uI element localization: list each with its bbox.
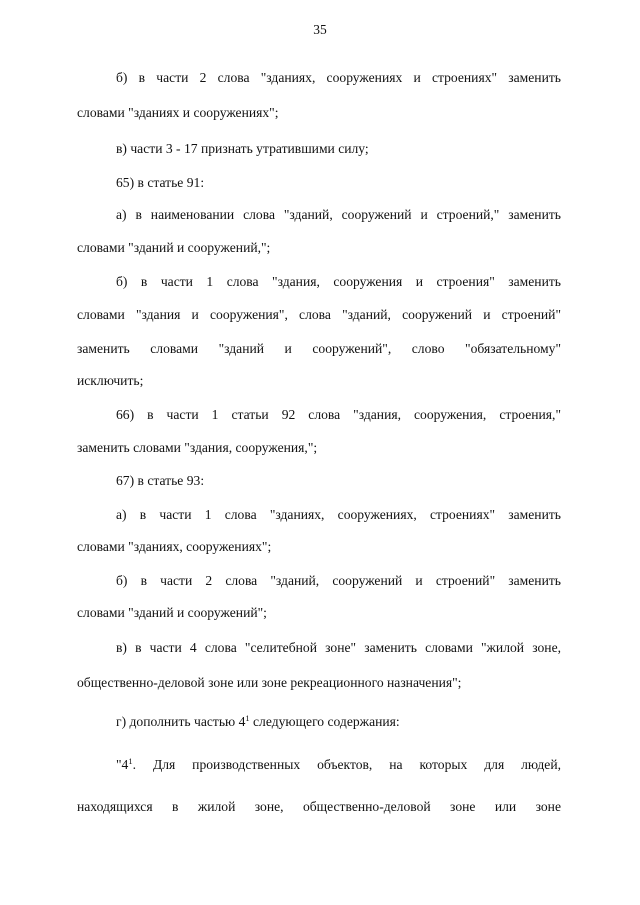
paragraph-line: общественно-деловой зоне или зоне рекреационного назначения"; (77, 675, 462, 690)
line-text: г) дополнить частью 4 (116, 714, 246, 729)
paragraph-line: 67) в статье 93: (116, 473, 205, 488)
paragraph-line: исключить; (77, 373, 144, 388)
paragraph-line: б) в части 2 слова "зданий, сооружений и строений" заменить (116, 573, 561, 588)
paragraph-line: словами "зданиях и сооружениях"; (77, 105, 279, 120)
paragraph-line: в) части 3 - 17 признать утратившими силу; (116, 141, 369, 156)
paragraph-line: словами "зданий и сооружений"; (77, 605, 267, 620)
paragraph-line: б) в части 1 слова "здания, сооружения и строения" заменить (116, 274, 561, 289)
paragraph-line: заменить словами "здания, сооружения,"; (77, 440, 318, 455)
paragraph-line: словами "здания и сооружения", слова "зданий, сооружений и строений" (77, 307, 561, 322)
paragraph-line: находящихся в жилой зоне, общественно-деловой зоне или зоне (77, 799, 561, 814)
paragraph-line: а) в наименовании слова "зданий, сооружений и строений," заменить (116, 207, 561, 222)
paragraph-line: заменить словами "зданий и сооружений", слово "обязательному" (77, 341, 561, 356)
paragraph-line: в) в части 4 слова "селитебной зоне" заменить словами "жилой зоне, (116, 640, 561, 655)
page-number: 35 (313, 22, 327, 37)
paragraph-line: словами "зданий и сооружений,"; (77, 240, 271, 255)
paragraph-line: б) в части 2 слова "зданиях, сооружениях и строениях" заменить (116, 70, 561, 85)
line-text: . Для производственных объектов, на которых для людей, (132, 757, 561, 772)
superscript: 1 (128, 756, 133, 766)
paragraph-line: а) в части 1 слова "зданиях, сооружениях, строениях" заменить (116, 507, 561, 522)
paragraph-line-with-superscript (116, 713, 561, 730)
line-text: "4 (116, 757, 129, 772)
superscript: 1 (245, 713, 250, 723)
paragraph-line: словами "зданиях, сооружениях"; (77, 539, 272, 554)
line-text: следующего содержания: (249, 714, 400, 729)
paragraph-line: 66) в части 1 статьи 92 слова "здания, сооружения, строения," (116, 407, 561, 422)
paragraph-line: 65) в статье 91: (116, 175, 205, 190)
paragraph-line-with-superscript (116, 756, 561, 773)
